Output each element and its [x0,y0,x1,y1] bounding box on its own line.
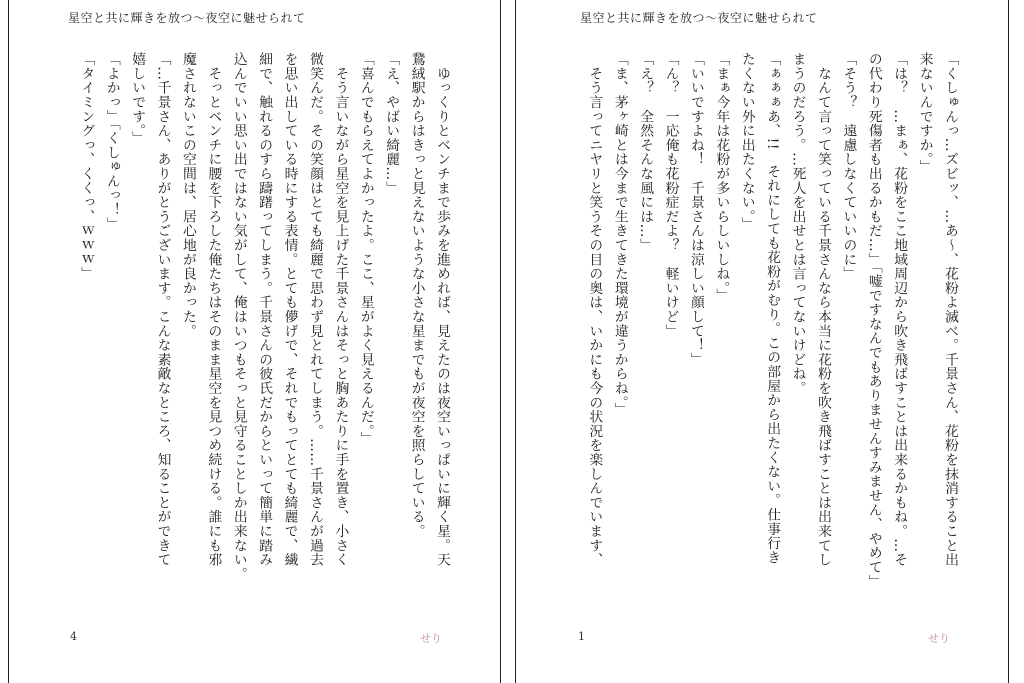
text-line: 「…千景さん、ありがとうございます。こんな素敵なところ、知ることができて [154,52,171,567]
text-line: 嬉しいです。」 [129,52,146,146]
author-name: せり [420,632,442,645]
text-line: そっとベンチに腰を下ろした俺たちはそのまま星空を見つめ続ける。誰にも邪 [205,52,222,567]
text-line: 魔されないこの空間は、居心地が良かった。 [179,52,196,338]
text-line: 「喜んでもらえてよかったよ。ここ、星がよく見えるんだ。」 [357,52,374,446]
text-line: なんて言って笑っている千景さんなら本当に花粉を吹き飛ばすことは出来てし [814,52,831,567]
left-page-inner-edge [500,0,501,683]
text-line: 鵞絨駅からはきっと見えないような小さな星までもが夜空を照らしている。 [408,52,425,539]
text-line: 「いいですよね！ 千景さんは涼しい顔して！」 [687,52,704,367]
text-line: を思い出している時にする表情。とても儚げで、それでもってとても綺麗で、繊 [281,52,298,567]
text-line: 「ま、茅ヶ崎とは今まで生きてきた環境が違うからね。」 [611,52,628,417]
running-title: 星空と共に輝きを放つ〜夜空に魅せられて [580,11,818,25]
text-line: まうのだろう。…死人を出せとは言ってないけどね。 [789,52,806,396]
text-line: 「タイミングっ、くくっ、ｗｗｗ」 [78,52,95,281]
text-line: 「え？ 全然そんな風には…」 [637,52,654,253]
text-line: 「え、やばい綺麗…」 [383,52,400,195]
text-line: 微笑んだ。その笑顔はとても綺麗で思わず見とれてしまう。……千景さんが過去 [306,52,323,567]
text-line: そう言ってニヤリと笑うその目の奥は、いかにも今の状況を楽しんでいます、 [586,52,603,567]
body-text [570,52,962,612]
text-line: 「まぁ今年は花粉が多いらしいしね。」 [713,52,730,303]
text-line: 「よかっ」「くしゅんっ！」 [103,52,120,231]
text-line: 「そう？ 遠慮しなくていいのに」 [840,52,857,281]
text-line: ゆっくりとベンチまで歩みを進めれば、見えたのは夜空いっぱいに輝く星。天 [434,52,450,567]
text-line: そう言いながら星空を見上げた千景さんはそっと胸あたりに手を置き、小さく [332,52,349,567]
left-page-outer-edge [8,0,9,683]
text-line: たくない外に出たくない。」 [738,52,755,231]
body-text [62,52,454,612]
text-line: 「くしゅんっ…ズビッ、…あ〜、花粉よ滅べ。千景さん、花粉を抹消すること出 [942,52,958,567]
text-line: 「ぁぁぁあ、!! それにしても花粉がむり。この部屋から出たくない。仕事行き [764,52,781,565]
text-line: 「は？ …まぁ、花粉をここ地域周辺から吹き飛ばすことは出来るかもね。…そ [891,52,908,567]
author-name: せり [928,632,950,645]
right-page [514,0,1024,683]
page-number: 4 [70,630,77,643]
running-title: 星空と共に輝きを放つ〜夜空に魅せられて [68,11,306,25]
right-page-outer-edge [1008,0,1009,683]
text-line: 細で、触れるのすら躊躇ってしまう。千景さんの彼氏だからといって簡単に踏み [256,52,273,567]
text-line: 「ん？ 一応俺も花粉症だよ？ 軽いけど」 [662,52,679,338]
right-page-inner-edge [515,0,516,683]
left-page [0,0,511,683]
page-number: 1 [578,630,585,643]
text-line: 来ないんですか。」 [916,52,933,174]
text-line: 込んでいい思い出ではない気がして、俺はいつもそっと見守ることしか出来ない。 [230,52,247,582]
text-line: の代わり死傷者も出るかもだ…」「嘘ですなんでもありませんすみません、やめて」 [865,52,882,589]
